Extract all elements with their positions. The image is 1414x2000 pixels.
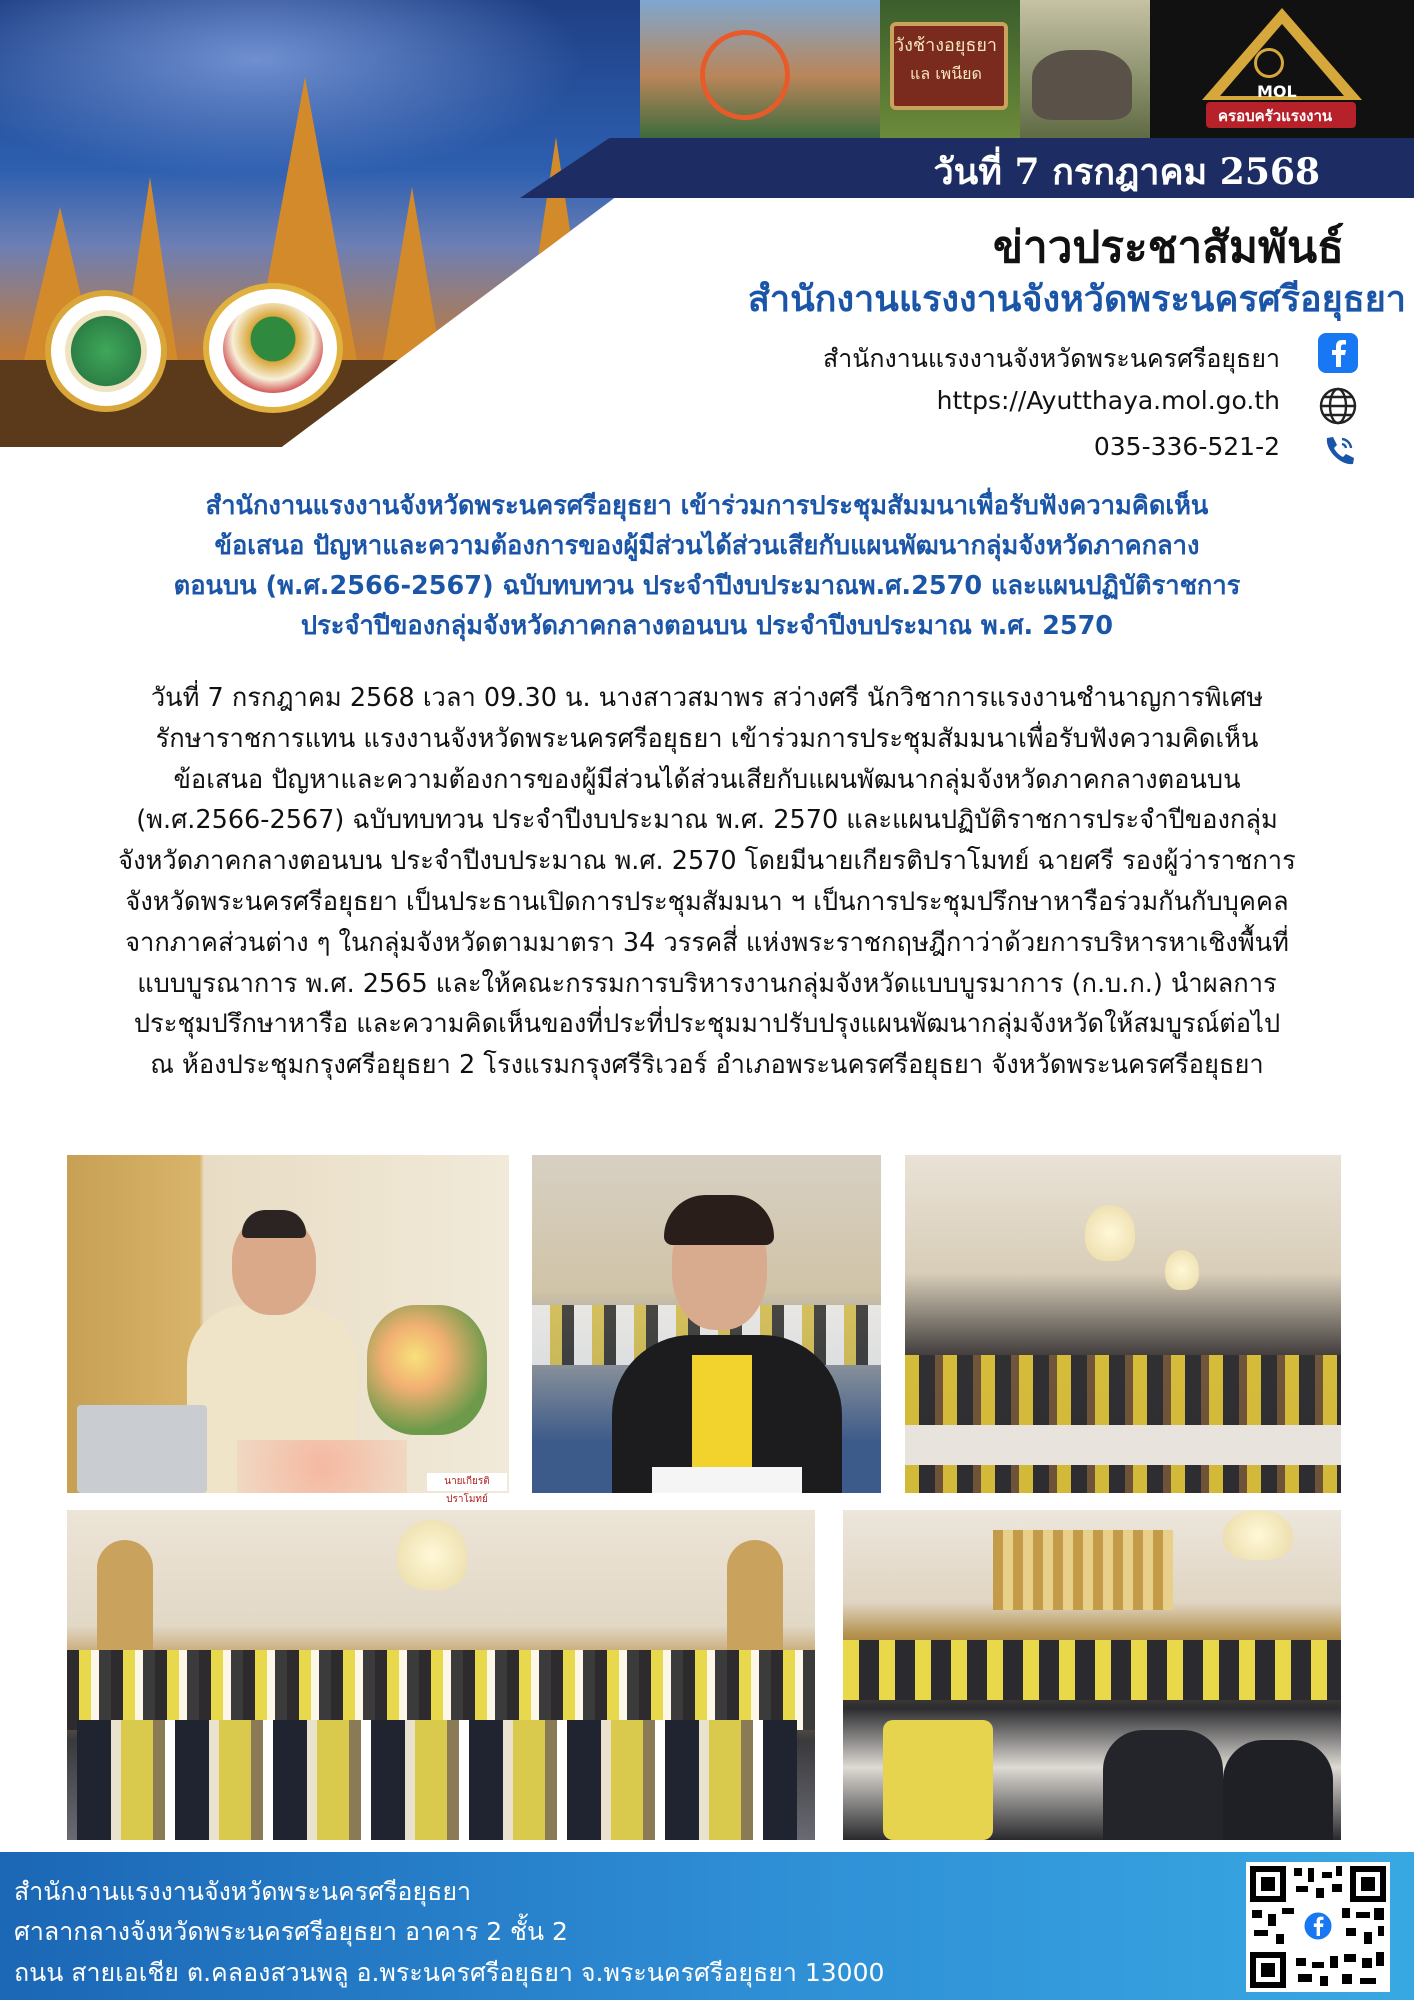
body-line: ข้อเสนอ ปัญหาและความต้องการของผู้มีส่วนได้ส่วนเสียกับแผนพัฒนากลุ่มจังหวัดภาคกลางตอนบน bbox=[173, 764, 1241, 795]
logo-text-mol: MOL bbox=[1257, 82, 1297, 101]
photo-official-woman bbox=[532, 1155, 881, 1493]
sign-text-line1: วังช้างอยุธยา bbox=[894, 35, 998, 56]
headline-line: ข้อเสนอ ปัญหาและความต้องการของผู้มีส่วนได้ส่วนเสียกับแผนพัฒนากลุ่มจังหวัดภาคกลาง bbox=[214, 531, 1200, 561]
body-line: รักษาราชการแทน แรงงานจังหวัดพระนครศรีอยุธยา เข้าร่วมการประชุมสัมมนาเพื่อรับฟังความคิดเห็น bbox=[155, 723, 1259, 754]
body-line: จังหวัดพระนครศรีอยุธยา เป็นประธานเปิดการประชุมสัมมนา ฯ เป็นการประชุมปรึกษาหารือร่วมกันกับบุคคล bbox=[125, 886, 1289, 917]
body-line: แบบบูรณาการ พ.ศ. 2565 และให้คณะกรรมการบริหารงานกลุ่มจังหวัดแบบบูรมาการ (ก.บ.ก.) นำผลการ bbox=[137, 968, 1277, 999]
office-name: สำนักงานแรงงานจังหวัดพระนครศรีอยุธยา bbox=[747, 278, 1406, 320]
body-line: จังหวัดภาคกลางตอนบน ประจำปีงบประมาณ พ.ศ. 2570 โดยมีนายเกียรติปราโมทย์ ฉายศรี รองผู้ว่าราชการ bbox=[118, 846, 1296, 877]
article-body bbox=[36, 678, 1378, 1086]
news-date: วันที่ 7 กรกฎาคม 2568 bbox=[933, 151, 1320, 193]
footer-office: สำนักงานแรงงานจังหวัดพระนครศรีอยุธยา bbox=[14, 1877, 472, 1906]
qr-code[interactable] bbox=[1246, 1862, 1390, 1992]
page-title: ข่าวประชาสัมพันธ์ bbox=[992, 222, 1344, 273]
contact-website[interactable]: https://Ayutthaya.mol.go.th bbox=[936, 386, 1280, 415]
sign-text-line2: แล เพนียด bbox=[910, 64, 982, 83]
facebook-icon[interactable] bbox=[1318, 333, 1358, 373]
header-strip-photo-3 bbox=[1020, 0, 1150, 138]
photo-speaker-podium bbox=[67, 1155, 509, 1505]
headline-line: สำนักงานแรงงานจังหวัดพระนครศรีอยุธยา เข้าร่วมการประชุมสัมมนาเพื่อรับฟังความคิดเห็น bbox=[205, 491, 1209, 521]
body-line: ณ ห้องประชุมกรุงศรีอยุธยา 2 โรงแรมกรุงศรีริเวอร์ อำเภอพระนครศรีอยุธยา จังหวัดพระนครศรีอยุธยา bbox=[150, 1050, 1264, 1081]
logo-text-family: ครอบครัวแรงงาน bbox=[1218, 107, 1333, 125]
phone-icon[interactable] bbox=[1318, 432, 1358, 472]
contact-phone[interactable]: 035-336-521-2 bbox=[1093, 432, 1280, 461]
photo-group bbox=[67, 1510, 815, 1840]
body-line: วันที่ 7 กรกฎาคม 2568 เวลา 09.30 น. นางสาวสมาพร สว่างศรี นักวิชาการแรงงานชำนาญการพิเศษ bbox=[150, 683, 1264, 713]
footer-building: ศาลากลางจังหวัดพระนครศรีอยุธยา อาคาร 2 ชั้น 2 bbox=[14, 1917, 568, 1946]
headline-line: ประจำปีของกลุ่มจังหวัดภาคกลางตอนบน ประจำปีงบประมาณ พ.ศ. 2570 bbox=[300, 611, 1114, 641]
body-line: ประชุมปรึกษาหารือ และความคิดเห็นของที่ประที่ประชุมมาปรับปรุงแผนพัฒนากลุ่มจังหวัดให้สมบูรณ์ต่อไป bbox=[133, 1009, 1281, 1040]
header-strip-photo-2 bbox=[880, 0, 1020, 138]
article-headline bbox=[40, 486, 1374, 646]
globe-icon[interactable] bbox=[1318, 386, 1358, 426]
ayutthaya-province-seal bbox=[203, 283, 343, 413]
headline-line: ตอนบน (พ.ศ.2566-2567) ฉบับทบทวน ประจำปีงบประมาณพ.ศ.2570 และแผนปฏิบัติราชการ bbox=[173, 571, 1241, 601]
podium-sign: นายเกียรติปราโมทย์ bbox=[427, 1473, 507, 1491]
photo-conference-hall bbox=[905, 1155, 1341, 1493]
mol-family-logo bbox=[1150, 0, 1414, 138]
header-strip-photo-1 bbox=[640, 0, 880, 138]
body-line: จากภาคส่วนต่าง ๆ ในกลุ่มจังหวัดตามมาตรา 34 วรรคสี่ แห่งพระราชกฤษฎีกาว่าด้วยการบริหารหาเชิงพื้นที่ bbox=[125, 927, 1289, 958]
ministry-of-labour-seal bbox=[45, 290, 167, 412]
photo-seated-audience bbox=[843, 1510, 1341, 1840]
contact-facebook[interactable]: สำนักงานแรงงานจังหวัดพระนครศรีอยุธยา bbox=[822, 344, 1280, 373]
footer-address: ถนน สายเอเชีย ต.คลองสวนพลู อ.พระนครศรีอยุธยา จ.พระนครศรีอยุธยา 13000 bbox=[14, 1958, 885, 1987]
body-line: (พ.ศ.2566-2567) ฉบับทบทวน ประจำปีงบประมาณ พ.ศ. 2570 และแผนปฏิบัติราชการประจำปีของกลุ่ม bbox=[136, 805, 1278, 836]
